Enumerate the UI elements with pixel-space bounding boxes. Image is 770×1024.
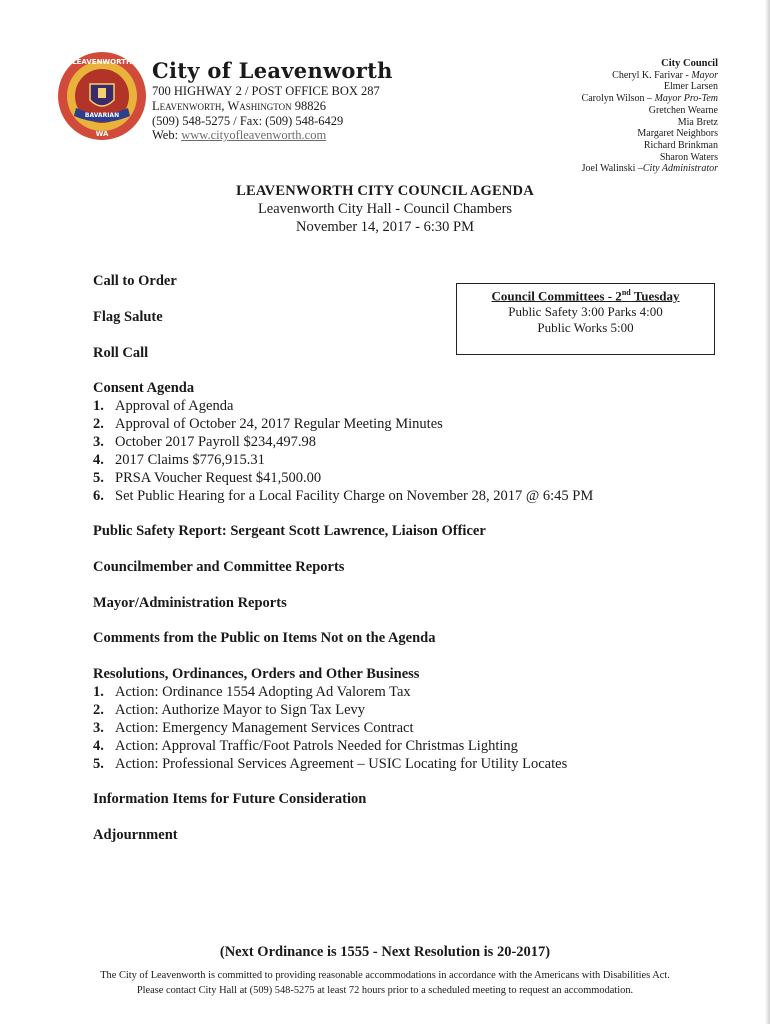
website-link[interactable]: www.cityofleavenworth.com [181,128,327,142]
scan-edge-shadow [765,0,770,1024]
council-member: Elmer Larsen [663,81,718,93]
list-item: 4. 2017 Claims $776,915.31 [93,452,265,468]
council-committees-box [456,283,715,355]
city-state-zip: Leavenworth, Washington 98826 [152,99,326,113]
svg-text:BAVARIAN: BAVARIAN [84,112,120,119]
mailing-address: 700 HIGHWAY 2 / POST OFFICE BOX 287 [152,84,380,98]
list-item: 4. Action: Approval Traffic/Foot Patrols Needed for Christmas Lighting [93,738,518,754]
agenda-title: LEAVENWORTH CITY COUNCIL AGENDA [236,183,534,199]
list-item: 1. Approval of Agenda [93,398,234,414]
public-safety-report: Public Safety Report: Sergeant Scott Lawrence, Liaison Officer [93,523,486,539]
mayor-admin-reports: Mayor/Administration Reports [93,595,287,611]
resolutions-heading: Resolutions, Ordinances, Orders and Other Business [93,666,420,682]
list-item: 2. Approval of October 24, 2017 Regular Meeting Minutes [93,416,443,432]
councilmember-reports: Councilmember and Committee Reports [93,559,345,575]
council-member: Margaret Neighbors [637,128,718,140]
list-item: 2. Action: Authorize Mayor to Sign Tax Levy [93,702,366,718]
city-seal-logo [56,50,148,142]
council-member: Carolyn Wilson – Mayor Pro-Tem [581,93,718,105]
list-item: 5. Action: Professional Services Agreement – USIC Locating for Utility Locates [93,756,568,772]
committees-heading: Council Committees - 2nd Tuesday [491,288,680,304]
phone-fax: (509) 548-5275 / Fax: (509) 548-6429 [152,114,344,128]
council-member: Gretchen Wearne [648,104,718,116]
city-name-heading: City of Leavenworth [152,58,393,83]
web-line: Web: www.cityofleavenworth.com [152,128,327,142]
svg-text:WA: WA [95,130,109,138]
roll-call: Roll Call [93,345,149,361]
information-items: Information Items for Future Consideration [93,791,367,807]
call-to-order: Call to Order [93,273,177,289]
ada-notice-line-2: Please contact City Hall at (509) 548-5275 at least 72 hours prior to a scheduled meeting to request an accommodation. [136,984,634,996]
council-member: Sharon Waters [659,151,718,163]
list-item: 5. PRSA Voucher Request $41,500.00 [93,470,322,486]
list-item: 6. Set Public Hearing for a Local Facility Charge on November 28, 2017 @ 6:45 PM [93,488,594,504]
council-member: Cheryl K. Farivar - Mayor [612,69,718,81]
svg-text:LEAVENWORTH: LEAVENWORTH [72,58,132,66]
committees-times-1: Public Safety 3:00 Parks 4:00 [508,304,663,320]
council-member: Mia Bretz [677,116,718,128]
list-item: 3. October 2017 Payroll $234,497.98 [93,434,316,450]
council-heading: City Council [661,58,718,69]
flag-salute: Flag Salute [93,309,163,325]
adjournment: Adjournment [93,827,178,843]
committees-times-2: Public Works 5:00 [537,320,634,336]
agenda-date-time: November 14, 2017 - 6:30 PM [295,219,474,235]
list-item: 1. Action: Ordinance 1554 Adopting Ad Valorem Tax [93,684,411,700]
council-member: Richard Brinkman [643,139,718,151]
next-ordinance-note: (Next Ordinance is 1555 - Next Resolution is 20-2017) [219,944,551,960]
city-council-list [582,58,718,175]
ada-notice-line-1: The City of Leavenworth is committed to providing reasonable accommodations in accordance with the Americans with Disabilities Act. [100,970,670,981]
ada-notice [0,969,770,998]
list-item: 3. Action: Emergency Management Services Contract [93,720,414,736]
public-comments: Comments from the Public on Items Not on the Agenda [93,630,436,646]
consent-agenda-heading: Consent Agenda [93,380,195,396]
agenda-title-block [0,183,770,236]
agenda-location: Leavenworth City Hall - Council Chambers [257,201,513,217]
council-member: Joel Walinski –City Administrator [581,163,718,175]
